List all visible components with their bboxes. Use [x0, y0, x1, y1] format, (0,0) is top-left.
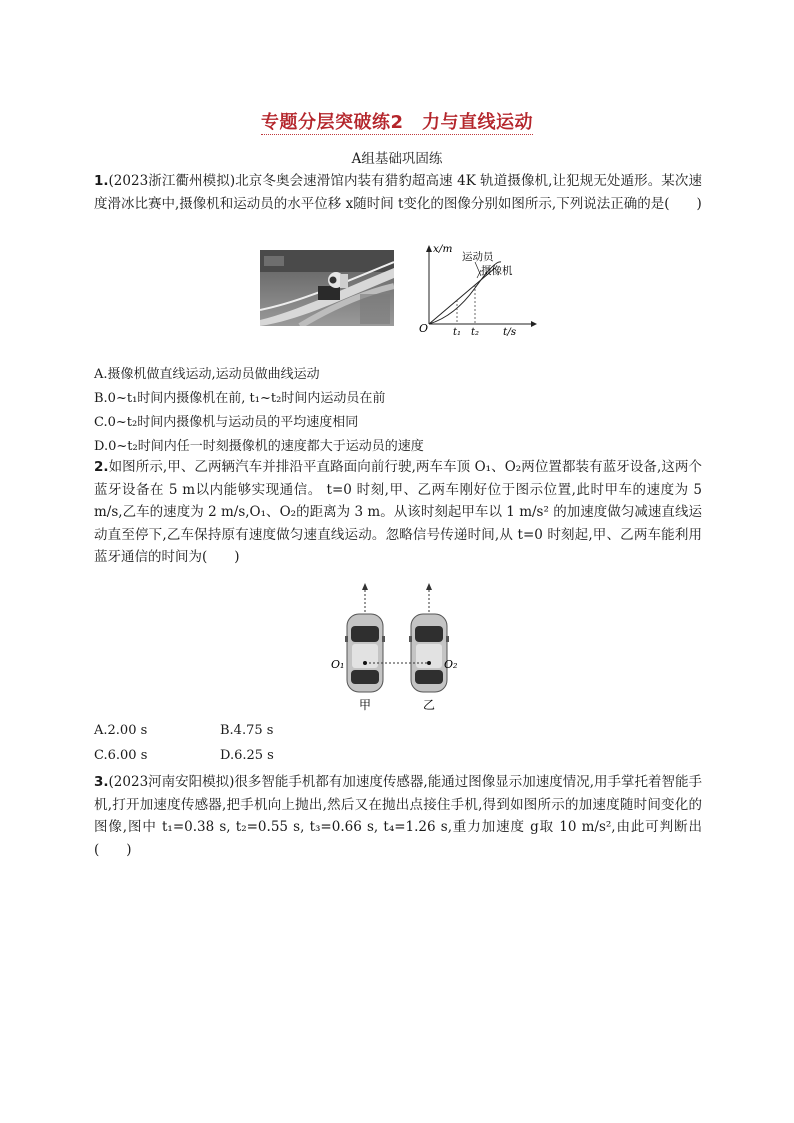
page-title: 专题分层突破练2 力与直线运动 [260, 112, 534, 133]
question-text: (2023河南安阳模拟)很多智能手机都有加速度传感器,能通过图像显示加速度情况,用手掌托着智能手机,打开加速度传感器,把手机向上抛出,然后又在抛出点接住手机,得到如图所示的加速度随时间变化的图像,图中 t₁=0.38 s, t₂=0.55 s, t₃=0.66 s, t₄=1.26 s,重力加速度 g取 10 m/s²,由此可判断出( ) [94, 774, 703, 858]
x-axis-arrow-icon [426, 245, 432, 252]
o2-label: O₂ [444, 658, 458, 671]
car-jia [345, 614, 385, 692]
origin-label: O [419, 322, 429, 335]
question-3 [94, 771, 702, 861]
camera-photo [260, 250, 394, 326]
q2-option-d: D.6.25 s [220, 748, 274, 763]
q1-option-a: A.摄像机做直线运动,运动员做曲线运动 [94, 367, 320, 382]
y-axis-label: x/m [433, 243, 453, 255]
o2-point [427, 661, 431, 665]
question-text: 如图所示,甲、乙两辆汽车并排沿平直路面向前行驶,两车车顶 O₁、O₂两位置都装有蓝牙设备,这两个蓝牙设备在 5 m以内能够实现通信。 t=0 时刻,甲、乙两车刚好位于图示位置,此时甲车的速度为 5 m/s,乙车的速度为 2 m/s,O₁、O₂的距离为 3 m。从该时刻起甲车以 1 m/s² 的加速度做匀减速直线运动直至停下,乙车保持原有速度做匀速直线运动。忽略信号传递时间,从 t=0 时刻起,甲、乙两车能利用蓝牙通信的时间为( ) [94, 459, 702, 565]
car2-label: 乙 [423, 698, 436, 712]
car1-label: 甲 [359, 698, 372, 712]
section-heading: A组基础巩固练 [351, 151, 443, 167]
x-t-graph [415, 240, 540, 336]
t1-label: t₁ [453, 327, 462, 336]
athlete-label: 运动员 [462, 251, 494, 263]
q2-option-b: B.4.75 s [220, 723, 274, 738]
q1-option-d: D.0~t₂时间内任一时刻摄像机的速度都大于运动员的速度 [94, 439, 424, 454]
cars-figure [328, 582, 464, 712]
question-number: 3. [94, 774, 109, 790]
q2-option-a: A.2.00 s [94, 723, 148, 738]
question-1 [94, 170, 702, 215]
question-text: (2023浙江衢州模拟)北京冬奥会速滑馆内装有猎豹超高速 4K 轨道摄像机,让犯规无处遁形。某次速度滑冰比赛中,摄像机和运动员的水平位移 x随时间 t变化的图像分别如图所示,下列说法正确的是( ) [94, 173, 702, 212]
question-2 [94, 456, 702, 569]
t-axis-arrow-icon [531, 321, 537, 327]
x-axis-label: t/s [503, 326, 517, 336]
car2-arrow-icon [426, 583, 432, 590]
o1-point [363, 661, 367, 665]
q2-option-c: C.6.00 s [94, 748, 148, 763]
camera-label: 摄像机 [481, 265, 513, 277]
t2-label: t₂ [471, 327, 480, 336]
question-number: 1. [94, 173, 109, 189]
q1-option-b: B.0~t₁时间内摄像机在前, t₁~t₂时间内运动员在前 [94, 391, 386, 406]
car-yi [409, 614, 449, 692]
q1-option-c: C.0~t₂时间内摄像机与运动员的平均速度相同 [94, 415, 359, 430]
car1-arrow-icon [362, 583, 368, 590]
o1-label: O₁ [331, 658, 345, 671]
question-number: 2. [94, 459, 109, 475]
